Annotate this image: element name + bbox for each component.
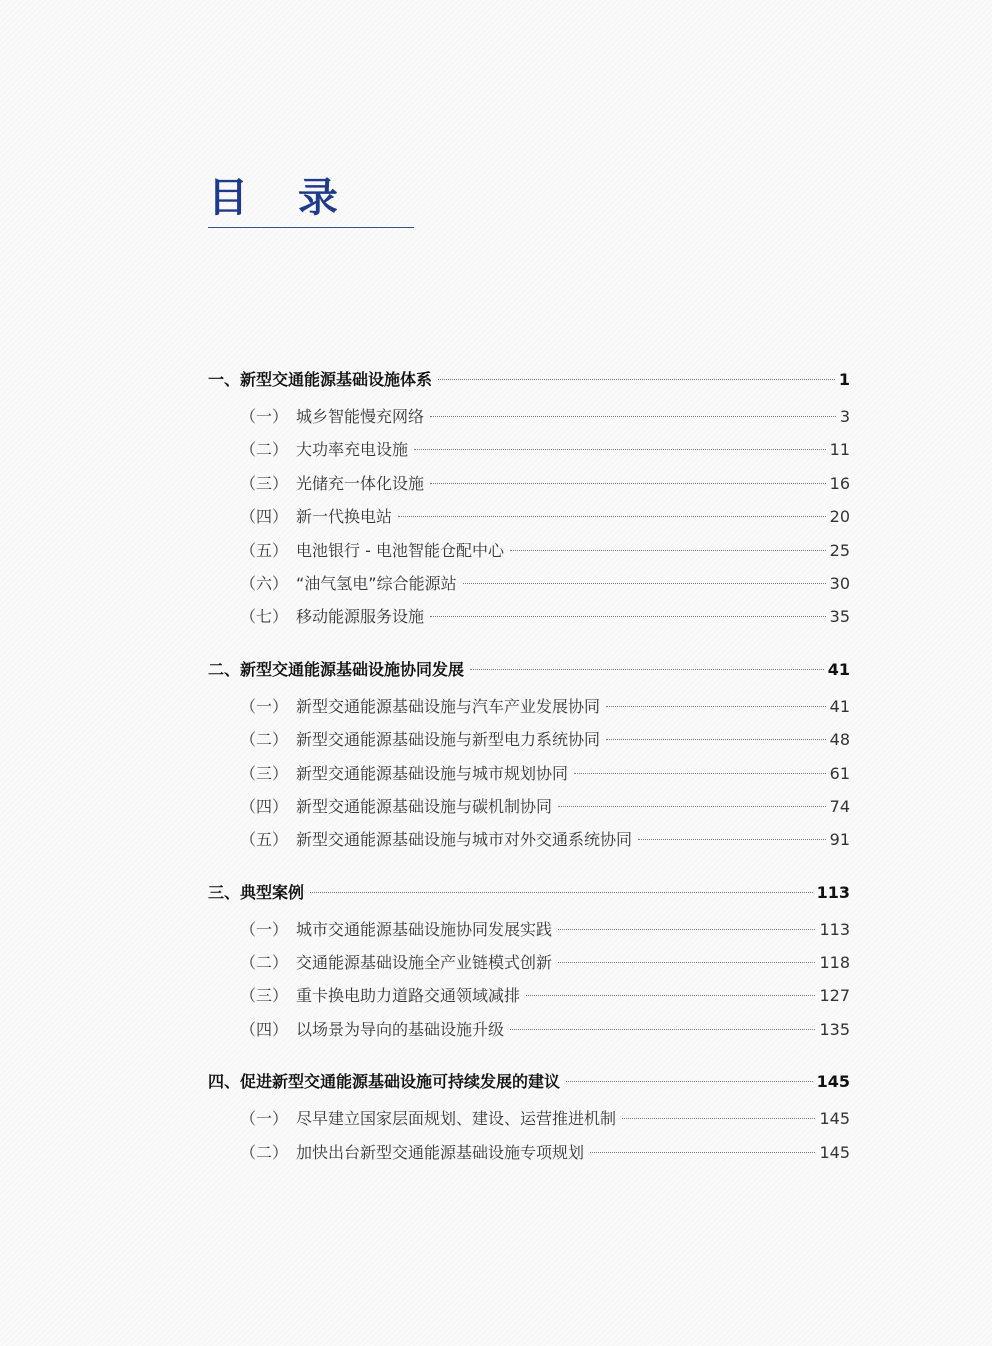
toc-entry-number: （六） xyxy=(240,573,289,593)
toc-subsection-entry[interactable] xyxy=(208,979,850,1012)
toc-chapter-entry[interactable] xyxy=(208,362,850,398)
toc-page-number: 20 xyxy=(829,507,850,527)
dot-leader xyxy=(470,669,824,670)
dot-leader xyxy=(558,962,815,963)
toc-entry-title: 交通能源基础设施全产业链模式创新 xyxy=(296,953,553,973)
toc-entry-title: 光储充一体化设施 xyxy=(296,473,425,493)
toc-page-number: 145 xyxy=(819,1142,850,1162)
toc-page-number: 113 xyxy=(816,882,850,902)
toc-subsection-entry[interactable] xyxy=(208,500,850,533)
toc-chapter-entry[interactable] xyxy=(208,1064,850,1100)
toc-entry-title: 城市交通能源基础设施协同发展实践 xyxy=(296,919,553,939)
toc-entry-number: （一） xyxy=(240,919,289,939)
toc-entry-title: 促进新型交通能源基础设施可持续发展的建议 xyxy=(240,1072,561,1092)
toc-entry-number: （四） xyxy=(240,796,289,816)
dot-leader xyxy=(558,929,815,930)
toc-entry-number: （三） xyxy=(240,986,289,1006)
page-title: 目 录 xyxy=(208,175,356,221)
toc-subsection-entry[interactable] xyxy=(208,690,850,723)
dot-leader xyxy=(310,892,813,893)
toc-entry-title: 城乡智能慢充网络 xyxy=(296,407,425,426)
dot-leader xyxy=(430,416,836,417)
toc-entry-number: 三、 xyxy=(208,882,241,902)
dot-leader xyxy=(526,995,815,996)
toc-entry-title: 新型交通能源基础设施与城市对外交通系统协同 xyxy=(296,830,633,850)
dot-leader xyxy=(463,583,826,584)
toc-entry-title: 新型交通能源基础设施与新型电力系统协同 xyxy=(296,730,601,750)
toc-entry-number: （一） xyxy=(240,696,289,716)
toc-subsection-entry[interactable] xyxy=(208,790,850,823)
dot-leader xyxy=(566,1081,813,1082)
toc-page-number: 41 xyxy=(829,696,850,716)
toc-entry-title: 移动能源服务设施 xyxy=(296,607,425,627)
dot-leader xyxy=(606,706,826,707)
toc-page-number: 113 xyxy=(819,919,850,939)
toc-page-number: 48 xyxy=(829,730,850,750)
toc-page-number: 118 xyxy=(819,953,850,973)
toc-chapter-entry[interactable] xyxy=(208,652,850,688)
toc-page-number: 16 xyxy=(829,473,850,493)
toc-entry-number: 一、 xyxy=(208,370,241,389)
toc-section xyxy=(208,362,850,634)
toc-page-number: 91 xyxy=(829,830,850,850)
dot-leader xyxy=(510,1029,815,1030)
toc-entry-number: （三） xyxy=(240,473,289,493)
toc-entry-title: “油气氢电”综合能源站 xyxy=(296,573,457,593)
toc-entry-number: 二、 xyxy=(208,659,241,679)
toc-entry-number: （一） xyxy=(240,407,289,426)
toc-entry-number: （一） xyxy=(240,1109,289,1129)
toc-entry-title: 新型交通能源基础设施与城市规划协同 xyxy=(296,763,569,783)
toc-subsection-entry[interactable] xyxy=(208,723,850,756)
title-underline xyxy=(208,227,414,228)
dot-leader xyxy=(574,773,826,774)
toc-page-number: 41 xyxy=(827,659,850,679)
toc-entry-number: （五） xyxy=(240,540,289,560)
dot-leader xyxy=(558,806,826,807)
toc-section xyxy=(208,875,850,1047)
toc-section xyxy=(208,652,850,857)
toc-entry-title: 以场景为导向的基础设施升级 xyxy=(296,1019,505,1039)
toc-page-number: 61 xyxy=(829,763,850,783)
toc-subsection-entry[interactable] xyxy=(208,1136,850,1169)
toc-subsection-entry[interactable] xyxy=(208,1102,850,1135)
toc-entry-number: （二） xyxy=(240,1142,289,1162)
toc-entry-number: （四） xyxy=(240,507,289,527)
toc-page-number: 74 xyxy=(829,796,850,816)
toc-subsection-entry[interactable] xyxy=(208,823,850,856)
dot-leader xyxy=(622,1118,815,1119)
dot-leader xyxy=(438,379,835,380)
toc-entry-title: 加快出台新型交通能源基础设施专项规划 xyxy=(296,1142,585,1162)
toc-subsection-entry[interactable] xyxy=(208,467,850,500)
toc-subsection-entry[interactable] xyxy=(208,400,850,433)
toc-page-number: 11 xyxy=(829,440,850,460)
toc-entry-title: 重卡换电助力道路交通领域减排 xyxy=(296,986,521,1006)
toc-page-number: 1 xyxy=(838,370,850,389)
dot-leader xyxy=(590,1152,815,1153)
toc-entry-number: （二） xyxy=(240,730,289,750)
toc-subsection-entry[interactable] xyxy=(208,600,850,633)
toc-entry-title: 电池银行 - 电池智能仓配中心 xyxy=(296,540,504,560)
toc-page-number: 30 xyxy=(829,573,850,593)
toc-entry-number: 四、 xyxy=(208,1072,241,1092)
toc-entry-title: 新一代换电站 xyxy=(296,507,393,527)
toc-entry-number: （七） xyxy=(240,607,289,627)
dot-leader xyxy=(638,839,826,840)
toc-subsection-entry[interactable] xyxy=(208,567,850,600)
toc-entry-title: 新型交通能源基础设施与汽车产业发展协同 xyxy=(296,696,601,716)
toc-section xyxy=(208,1064,850,1169)
toc-entry-number: （二） xyxy=(240,953,289,973)
toc-subsection-entry[interactable] xyxy=(208,757,850,790)
dot-leader xyxy=(430,483,826,484)
toc-entry-number: （三） xyxy=(240,763,289,783)
toc-subsection-entry[interactable] xyxy=(208,1013,850,1046)
toc-subsection-entry[interactable] xyxy=(208,913,850,946)
toc-page-number: 3 xyxy=(839,407,850,426)
dot-leader xyxy=(606,739,826,740)
toc-subsection-entry[interactable] xyxy=(208,534,850,567)
toc-subsection-entry[interactable] xyxy=(208,433,850,466)
toc-entry-number: （二） xyxy=(240,440,289,460)
toc-page-number: 135 xyxy=(819,1019,850,1039)
dot-leader xyxy=(398,516,826,517)
toc-entry-title: 新型交通能源基础设施与碳机制协同 xyxy=(296,796,553,816)
toc-entry-number: （四） xyxy=(240,1019,289,1039)
toc-entry-title: 大功率充电设施 xyxy=(296,440,409,460)
toc-chapter-entry[interactable] xyxy=(208,875,850,911)
toc-page-number: 35 xyxy=(829,607,850,627)
toc-subsection-entry[interactable] xyxy=(208,946,850,979)
dot-leader xyxy=(510,550,826,551)
table-of-contents xyxy=(208,362,850,1187)
toc-entry-number: （五） xyxy=(240,830,289,850)
toc-entry-title: 新型交通能源基础设施体系 xyxy=(240,370,433,389)
toc-page-number: 145 xyxy=(816,1072,850,1092)
toc-entry-title: 新型交通能源基础设施协同发展 xyxy=(240,659,465,679)
toc-entry-title: 典型案例 xyxy=(240,882,305,902)
dot-leader xyxy=(414,449,826,450)
toc-page-number: 127 xyxy=(819,986,850,1006)
dot-leader xyxy=(430,616,826,617)
toc-page-number: 25 xyxy=(829,540,850,560)
toc-entry-title: 尽早建立国家层面规划、建设、运营推进机制 xyxy=(296,1109,617,1129)
toc-page-number: 145 xyxy=(819,1109,850,1129)
